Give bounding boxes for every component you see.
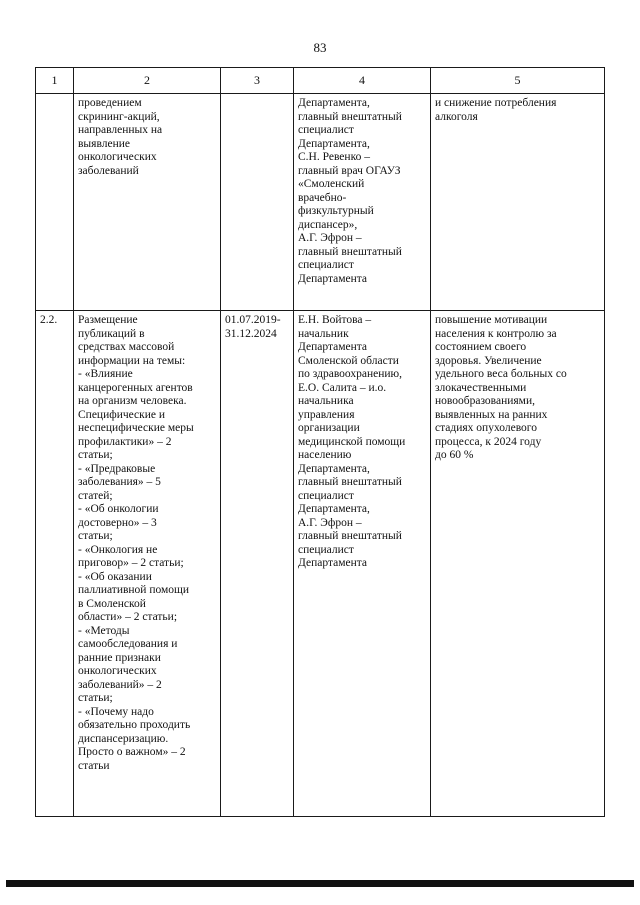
column-header-4: 4: [294, 68, 431, 94]
period-cell: 01.07.2019- 31.12.2024: [221, 311, 294, 817]
result-cell: и снижение потребления алкоголя: [431, 94, 605, 311]
measures-table: [35, 67, 605, 817]
column-header-2: 2: [74, 68, 221, 94]
responsible-cell: Департамента, главный внештатный специалист Департамента, С.Н. Ревенко – главный врач ОГАУЗ «Смоленский врачебно- физкультурный диспансер», А.Г. Эфрон – главный внештатный специалист Департамента: [294, 94, 431, 311]
row-number-cell: [36, 94, 74, 311]
table-row: [36, 311, 605, 817]
bottom-scan-bar: [6, 880, 634, 887]
measure-cell: проведением скрининг-акций, направленных на выявление онкологических заболеваний: [74, 94, 221, 311]
responsible-cell: Е.Н. Войтова – начальник Департамента Смоленской области по здравоохранению, Е.О. Салита – и.о. начальника управления организации медицинской помощи населению Департамента, главный внештатный специалист Департамента, А.Г. Эфрон – главный внештатный специалист Департамента: [294, 311, 431, 817]
column-header-5: 5: [431, 68, 605, 94]
measure-cell: Размещение публикаций в средствах массовой информации на темы: - «Влияние канцерогенных агентов на организм человека. Специфические и неспецифические меры профилактики» – 2 статьи; - «Предраковые заболевания» – 5 статей; - «Об онкологии достоверно» – 3 статьи; - «Онкология не приговор» – 2 статьи; - «Об оказании паллиативной помощи в Смоленской области» – 2 статьи; - «Методы самообследования и ранние признаки онкологических заболеваний» – 2 статьи; - «Почему надо обязательно проходить диспансеризацию. Просто о важном» – 2 статьи: [74, 311, 221, 817]
column-header-3: 3: [221, 68, 294, 94]
page-number: 83: [313, 40, 327, 55]
table-header-row: [36, 68, 605, 94]
row-number-cell: 2.2.: [36, 311, 74, 817]
result-cell: повышение мотивации населения к контролю за состоянием своего здоровья. Увеличение удельного веса больных со злокачественными новообразованиями, выявленных на ранних стадиях опухолевого процесса, к 2024 году до 60 %: [431, 311, 605, 817]
column-header-1: 1: [36, 68, 74, 94]
period-cell: [221, 94, 294, 311]
table-row: [36, 94, 605, 311]
